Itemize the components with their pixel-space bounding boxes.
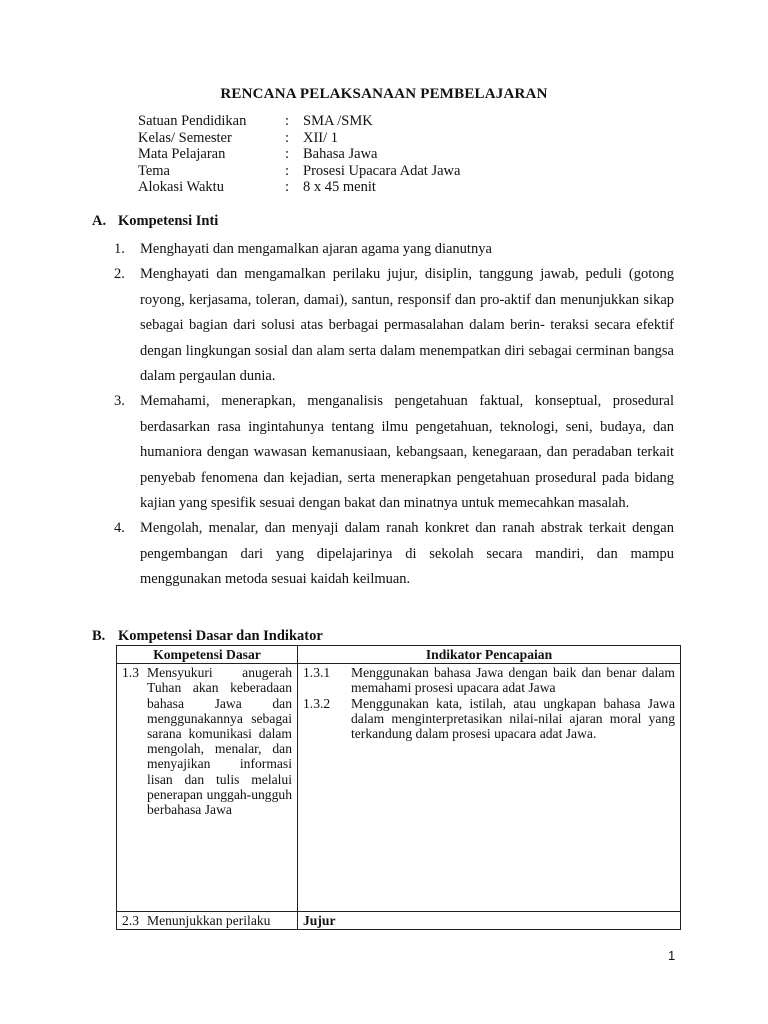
competency-text: Mensyukuri anugerah Tuhan akan keberadaan bahasa Jawa dan menggunakannya sebagai sarana komunikasi dalam mengolah, menalar, dan menyajikan informasi lisan dan tulis melalui penerapan unggah-ungguh berbahasa Jawa — [147, 665, 292, 818]
document-title: RENCANA PELAKSANAAN PEMBELAJARAN — [220, 86, 548, 102]
section-letter: A. — [92, 213, 107, 229]
identity-row-time — [138, 179, 460, 196]
list-item — [114, 516, 674, 592]
identity-value: 8 x 45 menit — [303, 179, 376, 196]
page-number: 1 — [668, 948, 676, 963]
list-number: 2. — [114, 266, 125, 283]
list-text: Menghayati dan mengamalkan perilaku jujur, disiplin, tanggung jawab, peduli (gotong royong, kerjasama, toleran, damai), santun, responsif dan pro-aktif dan menunjukkan sikap sebagai bagian dari solusi atas berbagai permasalahan dalam berin- teraksi secara efektif dengan lingkungan sosial dan alam serta dalam menempatkan diri sebagai cerminan bangsa dalam pergaulan dunia. — [140, 266, 674, 385]
identity-value: Prosesi Upacara Adat Jawa — [303, 162, 461, 179]
section-title: Kompetensi Inti — [118, 213, 219, 229]
identity-value: SMA /SMK — [303, 113, 373, 129]
identity-row-school — [138, 113, 460, 130]
list-number: 1. — [114, 241, 125, 257]
identity-block — [138, 113, 460, 196]
table-header-row — [117, 646, 681, 664]
list-text: Mengolah, menalar, dan menyaji dalam ranah konkret dan ranah abstrak terkait dengan pengembangan dari yang dipelajarinya di sekolah secara mandiri, dan mampu menggunakan metoda sesuai kaidah keilmuan. — [140, 520, 674, 588]
identity-colon: : — [285, 146, 290, 163]
identity-label: Satuan Pendidikan — [138, 113, 247, 129]
competency-cell — [117, 912, 298, 930]
table-row — [117, 664, 681, 912]
indicator-text: Menggunakan kata, istilah, atau ungkapan bahasa Jawa dalam menginterpretasikan nilai-nilai ajaran moral yang terkandung dalam prosesi upacara adat Jawa. — [351, 695, 675, 742]
competency-number: 1.3 — [122, 665, 139, 681]
identity-row-class — [138, 130, 460, 147]
column-header-competency: Kompetensi Dasar — [117, 646, 298, 664]
indicator-item — [303, 665, 675, 695]
indicator-number: 1.3.1 — [303, 665, 331, 681]
section-b-heading — [92, 628, 323, 645]
section-a-heading — [92, 213, 218, 230]
competency-indicator-table — [116, 645, 681, 930]
column-header-indicator: Indikator Pencapaian — [298, 646, 681, 664]
indicator-heading: Jujur — [303, 913, 336, 929]
identity-label: Kelas/ Semester — [138, 129, 232, 146]
table-row — [117, 912, 681, 930]
competency-number: 2.3 — [122, 913, 139, 929]
identity-row-theme — [138, 163, 460, 180]
identity-label: Mata Pelajaran — [138, 146, 226, 163]
list-text: Memahami, menerapkan, menganalisis pengetahuan faktual, konseptual, prosedural berdasarkan rasa ingintahunya tentang ilmu pengetahuan, teknologi, seni, budaya, dan humaniora dengan wawasan kemanusiaan, kebangsaan, kenegaraan, dan peradaban terkait penyebab fenomena dan kejadian, serta menerapkan pengetahuan prosedural pada bidang kajian yang spesifik sesuai dengan bakat dan minatnya untuk memecahkan masalah. — [140, 393, 674, 512]
identity-colon: : — [285, 129, 290, 146]
identity-colon: : — [285, 113, 290, 129]
identity-colon: : — [285, 179, 290, 196]
competency-cell — [117, 664, 298, 912]
identity-value: XII/ 1 — [303, 129, 339, 146]
identity-label: Alokasi Waktu — [138, 179, 224, 196]
identity-row-subject — [138, 146, 460, 163]
indicator-cell — [298, 912, 681, 930]
core-competency-list — [114, 237, 674, 593]
indicator-item — [303, 696, 675, 742]
list-number: 4. — [114, 520, 125, 537]
list-item — [114, 237, 674, 262]
identity-colon: : — [285, 162, 290, 179]
section-letter: B. — [92, 628, 106, 644]
identity-label: Tema — [138, 162, 170, 179]
indicator-number: 1.3.2 — [303, 695, 331, 711]
list-item — [114, 262, 674, 389]
list-text: Menghayati dan mengamalkan ajaran agama yang dianutnya — [140, 241, 492, 257]
indicator-cell — [298, 664, 681, 912]
section-title: Kompetensi Dasar dan Indikator — [118, 628, 323, 644]
indicator-text: Menggunakan bahasa Jawa dengan baik dan benar dalam memahami prosesi upacara adat Jawa — [351, 665, 675, 696]
competency-text: Menunjukkan perilaku — [147, 913, 271, 929]
list-item — [114, 389, 674, 516]
list-number: 3. — [114, 393, 125, 410]
identity-value: Bahasa Jawa — [303, 146, 378, 163]
